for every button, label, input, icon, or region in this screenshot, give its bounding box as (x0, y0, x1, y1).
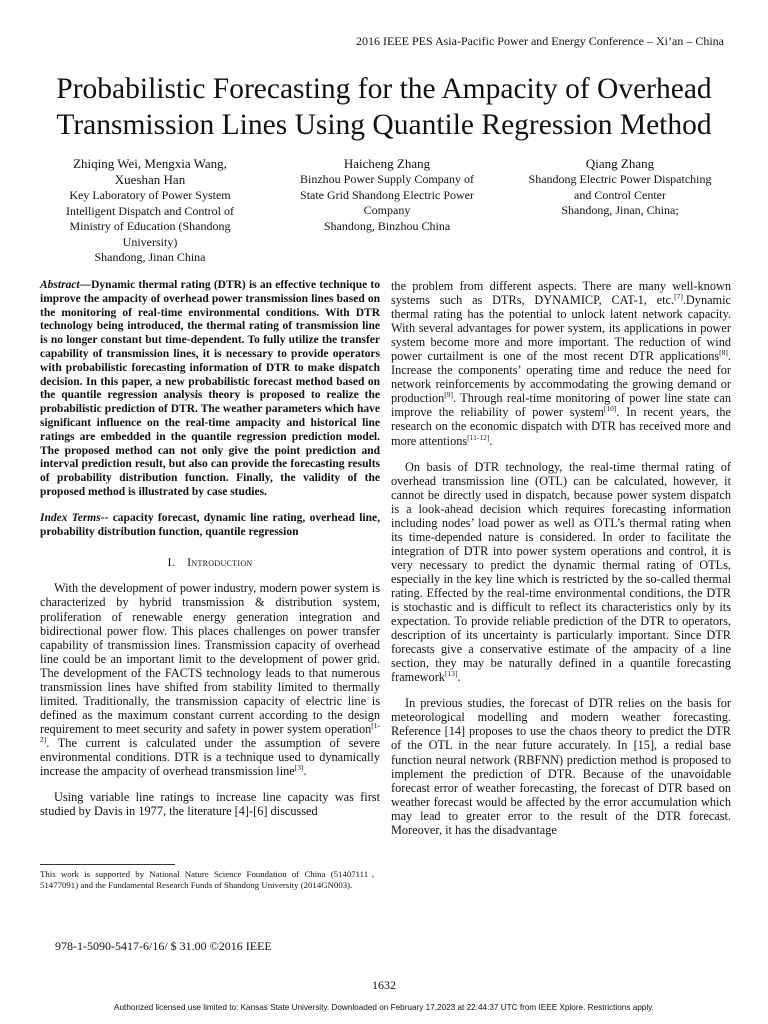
body-text: In previous studies, the forecast of DTR relies on the basis for meteorological modelling and modern weather forecasting. Reference [14] proposes to use the chaos theory to predict the DTR of the OTL in the near future accurately. In [15], a redial base function neural network (RBFNN) prediction method is proposed to implement the prediction of DTR. Because of the unavoidable forecast error of weather forecasting, the forecast of DTR based on weather forecast would be affected by the error accumulation which may lead to greater error to the result of the DTR forecast. Moreover, it has the disadvantage (391, 696, 731, 837)
isbn-line: 978-1-5090-5417-6/16/ $ 31.00 ©2016 IEEE (55, 939, 272, 953)
affiliation-line: Shandong, Jinan, China; (561, 203, 679, 217)
affiliation-line: Binzhou Power Supply Company of (300, 172, 474, 186)
author-block-3 (500, 156, 740, 219)
body-text: . The current is calculated under the assumption of severe environmental conditions. DTR is a technique used to dynamically increase the ampacity of overhead transmission line (40, 735, 380, 779)
citation: [1-2] (40, 720, 380, 744)
author-block-1 (40, 156, 260, 266)
body-text: . Increase the components’ operating time and reduce the need for network reinforcements by accommodating the growing demand or production (391, 349, 731, 406)
citation: [9] (444, 390, 454, 400)
body-paragraph (391, 460, 731, 685)
body-text: . In recent years, the research on the economic dispatch with DTR has received more and more attentions (391, 405, 731, 448)
author-names: Qiang Zhang (585, 156, 655, 171)
citation: [8] (719, 348, 728, 358)
affiliation-line: Shandong, Jinan China (94, 250, 206, 264)
abstract (40, 279, 380, 500)
affiliation-line: Ministry of Education (Shandong (69, 219, 231, 233)
body-text: . Through real-time monitoring of power line state can improve the reliability of power system (391, 391, 731, 420)
index-terms (40, 512, 380, 540)
body-text: On basis of DTR technology, the real-time thermal rating of overhead transmission line (OTL) can be calculated, however, it cannot be directly used in dispatch, because power system dispatch is a look-ahead decision which requires forecasting information including nodes’ load power as well as OTL’s thermal rating when its time-depended nature is considered. In order to facilitate the integration of DTR into power system operations and control, it is very necessary to predict the dynamic thermal rating of OTLs, especially in the key line which is restricted by the so-called thermal rating. Effected by the real-time environmental conditions, the DTR is stochastic and is difficult to reflect its characteristics only by its expectation. To provide reliable prediction of the DTR to operators, description of its uncertainty is particularly important. Since DTR forecasts give a conservative estimate of the ampacity of a line section, they may be naturally defined in a quantile forecasting framework (391, 459, 731, 685)
page-number: 1632 (372, 978, 396, 992)
index-terms-text: capacity forecast, dynamic line rating, overhead line, probability distribution function, quantile regression (40, 511, 380, 538)
body-paragraph (40, 790, 380, 818)
left-column (40, 279, 380, 818)
license-notice: Authorized licensed use limited to: Kansas State University. Downloaded on February 17,2023 at 22:44:37 UTC from IEEE Xplore. Restrictions apply. (114, 1003, 654, 1012)
author-names: Xueshan Han (114, 172, 186, 187)
index-terms-label: Index Terms (40, 511, 101, 524)
abstract-label: Abstract (40, 279, 80, 291)
section-title: Introduction (187, 555, 253, 570)
conference-header: 2016 IEEE PES Asia-Pacific Power and Energy Conference – Xi’an – China (355, 34, 724, 48)
index-terms-dash: -- (100, 511, 109, 524)
abstract-text: Dynamic thermal rating (DTR) is an effective technique to improve the ampacity of overhead power transmission lines based on the monitoring of real-time environmental conditions. With DTR technology being introduced, the thermal rating of transmission line is no longer constant but time-dependent. To fully utilize the transfer capability of transmission lines, it is necessary to provide operators with probabilistic forecasting information of DTR to make dispatch decision. In this paper, a new probabilistic forecast method based on the quantile regression analysis theory is proposed to realize the probabilistic prediction of DTR. The weather parameters which have significant influence on the real-time ampacity and historical line ratings are embedded in the quantile regression prediction model. The proposed method can not only give the point prediction and interval prediction result, but also can provide the forecasting results of probability distribution function. Finally, the validity of the proposed method is illustrated by case studies. (40, 279, 380, 498)
body-text: . (489, 433, 493, 448)
section-heading (40, 555, 380, 569)
author-names: Haicheng Zhang (343, 156, 431, 171)
affiliation-line: Company (363, 203, 411, 217)
footnote-rule (40, 864, 175, 865)
author-names: Zhiqing Wei, Mengxia Wang, (73, 156, 227, 171)
affiliation-line: University) (122, 234, 178, 249)
citation: [11-12] (467, 432, 490, 442)
citation: [3] (294, 762, 304, 772)
title-line-1: Probabilistic Forecasting for the Ampacity of Overhead (56, 73, 712, 105)
footnote: This work is supported by National Nature Science Foundation of China (51407111、51477091) and the Fundamental Research Funds of Shandong University (2014GN003). (40, 869, 380, 890)
body-text: With the development of power industry, modern power system is characterized by hybrid transmission & distribution system, proliferation of renewable energy generation integration and bidirectional power flow. This places challenges on power transfer capability of transmission lines. Transmission capacity of overhead line could be an important limit to the development of power grid. The development of the FACTS technology leads to that numerous transmission lines have shifted from stability limited to thermally limited. Traditionally, the transmission capacity of electric line is defined as the maximum constant current according to the design requirement to meet security and safety in power system operation (40, 581, 380, 736)
section-number: I. (167, 555, 176, 570)
body-paragraph (391, 696, 731, 836)
body-paragraph (391, 279, 731, 448)
body-text: . (457, 670, 461, 685)
affiliation-line: State Grid Shandong Electric Power (300, 187, 474, 202)
body-text: . (303, 764, 307, 779)
author-block-2 (280, 156, 494, 234)
right-column (391, 279, 731, 837)
body-text: .Dynamic thermal rating has the potential to unlock latent network capacity. With several advantages for power system, its applications in power system become more and more important. The reduction of wind power curtailment is one of the most recent DTR applications (391, 293, 731, 364)
citation: [10] (603, 404, 617, 414)
body-text: the problem from different aspects. There are many well-known systems such as DTRs, DYNAMICP, CAT-1, etc. (391, 279, 731, 308)
affiliation-line: Shandong, Binzhou China (323, 218, 451, 233)
abstract-dash: — (79, 279, 92, 291)
title-line-2: Transmission Lines Using Quantile Regression Method (56, 109, 712, 141)
body-text: Using variable line ratings to increase line capacity was first studied by Davis in 1977, the literature [4]-[6] discussed (40, 790, 380, 819)
affiliation-line: Shandong Electric Power Dispatching (528, 172, 712, 186)
citation: [13] (444, 669, 458, 679)
affiliation-line: Key Laboratory of Power System (69, 188, 231, 202)
body-paragraph (40, 581, 380, 778)
affiliation-line: Intelligent Dispatch and Control of (66, 203, 234, 218)
paper-title (0, 71, 768, 143)
affiliation-line: and Control Center (574, 187, 666, 202)
citation: [7] (674, 291, 683, 301)
